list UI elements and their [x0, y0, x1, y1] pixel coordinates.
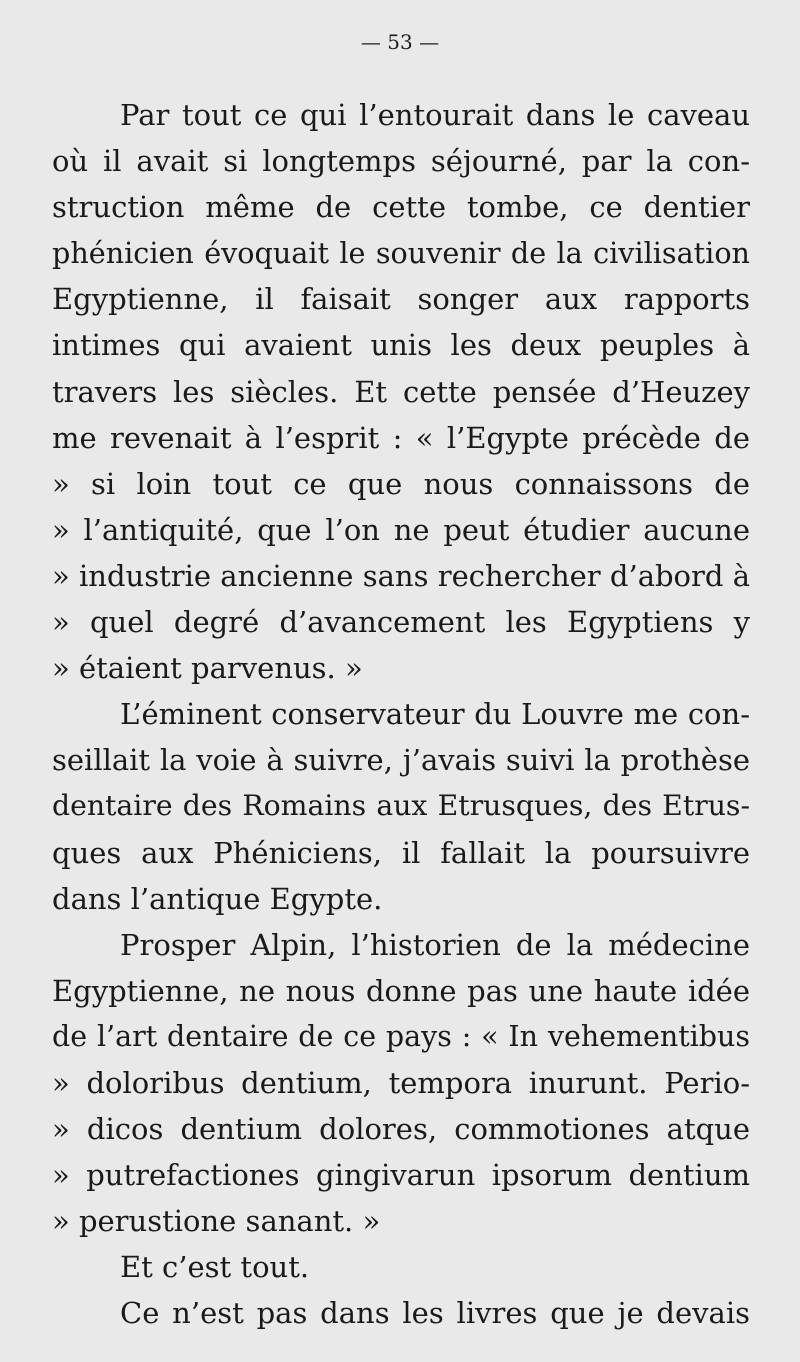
text-line: dans l’antique Egypte. [52, 881, 383, 916]
body-text [52, 92, 750, 1337]
text-line: » dicos dentium dolores, commotiones atque [52, 1112, 750, 1147]
text-line: phénicien évoquait le souvenir de la civilisation [52, 236, 750, 271]
text-line: » putrefactiones gingivarun ipsorum dentium [52, 1158, 750, 1193]
text-line: Par tout ce qui l’entourait dans le caveau [120, 98, 750, 132]
text-line: ques aux Phéniciens, il fallait la poursuivre [52, 835, 750, 870]
text-line: Prosper Alpin, l’historien de la médecine [120, 927, 750, 962]
text-line: me revenait à l’esprit : « l’Egypte précède de [52, 420, 750, 455]
text-line: » doloribus dentium, tempora inurunt. Perio- [52, 1065, 750, 1100]
text-line: » industrie ancienne sans rechercher d’abord à [52, 558, 750, 593]
text-line: Egyptienne, ne nous donne pas une haute idée [52, 973, 750, 1008]
text-line: Et c’est tout. [120, 1250, 310, 1285]
text-line: L’éminent conservateur du Louvre me con- [120, 697, 750, 732]
text-line: seillait la voie à suivre, j’avais suivi la prothèse [52, 743, 750, 778]
text-line: » perustione sanant. » [52, 1204, 381, 1239]
text-line: Ce n’est pas dans les livres que je devais [120, 1296, 750, 1331]
text-line: Egyptienne, il faisait songer aux rapports [52, 282, 750, 317]
page-number: — 53 — [360, 30, 440, 54]
text-line: » l’antiquité, que l’on ne peut étudier aucune [52, 512, 750, 547]
text-line: de l’art dentaire de ce pays : « In vehementibus [52, 1019, 750, 1053]
text-line: » étaient parvenus. » [52, 651, 363, 686]
text-line: dentaire des Romains aux Etrusques, des Etrus- [52, 789, 750, 823]
text-line: où il avait si longtemps séjourné, par la con- [52, 144, 750, 179]
text-line: travers les siècles. Et cette pensée d’Heuzey [52, 374, 750, 409]
text-line: » si loin tout ce que nous connaissons de [52, 466, 750, 501]
text-line: » quel degré d’avancement les Egyptiens y [52, 605, 750, 640]
text-line: intimes qui avaient unis les deux peuples à [52, 328, 750, 363]
text-line: struction même de cette tombe, ce dentier [52, 190, 750, 225]
